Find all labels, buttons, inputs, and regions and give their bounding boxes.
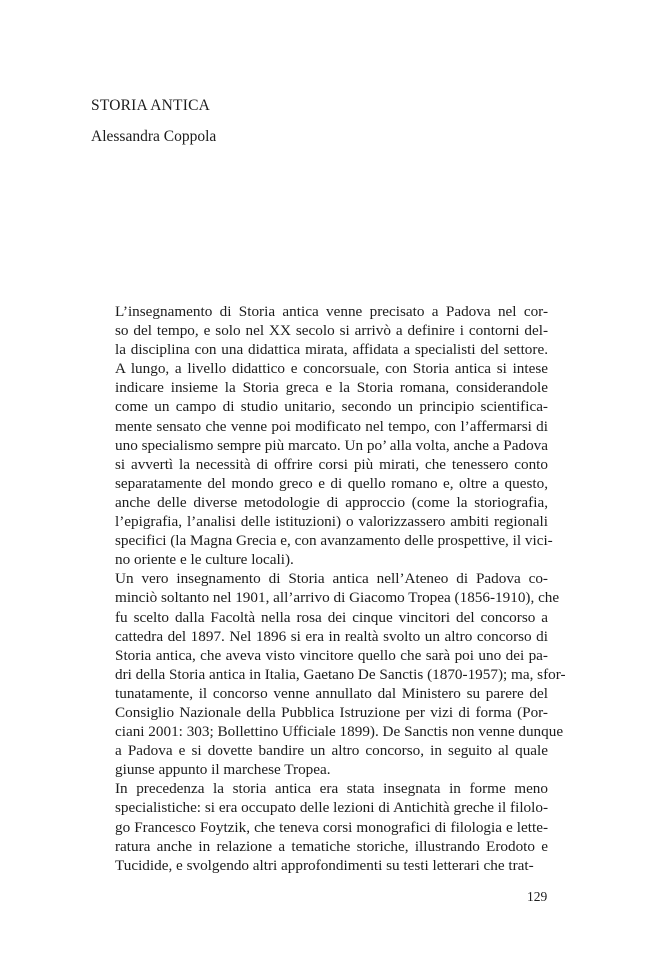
page-number: 129 bbox=[527, 889, 548, 904]
body-paragraph bbox=[91, 779, 548, 874]
chapter-author: Alessandra Coppola bbox=[91, 128, 217, 145]
text-line: ciani 2001: 303; Bollettino Ufficiale 1899). De Sanctis non venne dunque bbox=[115, 723, 564, 741]
text-line: Tucidide, e svolgendo altri approfondimenti su testi letterari che trat- bbox=[115, 856, 534, 874]
text-line: Consiglio Nazionale della Pubblica Istruzione per vizi di forma (Por- bbox=[115, 703, 548, 721]
text-line: Un vero insegnamento di Storia antica nell’Ateneo di Padova co- bbox=[115, 570, 548, 588]
text-line: separatamente del mondo greco e di quello romano e, oltre a questo, bbox=[115, 474, 548, 492]
text-line: mente sensato che venne poi modificato nel tempo, con l’affermarsi di bbox=[115, 417, 548, 435]
text-line: Storia antica, che aveva visto vincitore quello che sarà poi uno dei pa- bbox=[115, 646, 548, 664]
text-line: tunatamente, il concorso venne annullato dal Ministero su parere del bbox=[115, 684, 548, 702]
text-line: come un campo di studio unitario, secondo un principio scientifica- bbox=[115, 398, 548, 416]
text-line: indicare insieme la Storia greca e la Storia romana, considerandole bbox=[115, 379, 548, 397]
text-line: cattedra del 1897. Nel 1896 si era in realtà svolto un altro concorso di bbox=[115, 627, 548, 645]
text-line: A lungo, a livello didattico e concorsuale, con Storia antica si intese bbox=[115, 360, 548, 378]
text-line: giunse appunto il marchese Tropea. bbox=[115, 761, 331, 779]
text-line: L’insegnamento di Storia antica venne precisato a Padova nel cor- bbox=[115, 303, 548, 320]
text-line: In precedenza la storia antica era stata insegnata in forme meno bbox=[115, 780, 548, 798]
text-line: go Francesco Foytzik, che teneva corsi monografici di filologia e lette- bbox=[115, 818, 548, 836]
text-line: no oriente e le culture locali). bbox=[115, 551, 294, 569]
text-line: ratura anche in relazione a tematiche storiche, illustrando Erodoto e bbox=[115, 837, 548, 855]
body-paragraph bbox=[91, 302, 553, 569]
body-text bbox=[91, 302, 566, 875]
text-line: so del tempo, e solo nel XX secolo si arrivò a definire i contorni del- bbox=[115, 322, 548, 340]
text-line: si avvertì la necessità di offrire corsi più mirati, che tenessero conto bbox=[115, 455, 548, 473]
text-line: dri della Storia antica in Italia, Gaetano De Sanctis (1870-1957); ma, sfor- bbox=[115, 665, 566, 683]
text-line: minciò soltanto nel 1901, all’arrivo di Giacomo Tropea (1856-1910), che bbox=[115, 589, 560, 607]
text-line: uno specialismo sempre più marcato. Un po’ alla volta, anche a Padova bbox=[115, 436, 548, 454]
text-line: l’epigrafia, l’analisi delle istituzioni) o valorizzassero ambiti regionali bbox=[115, 513, 548, 531]
text-line: specialistiche: si era occupato delle lezioni di Antichità greche il filolo- bbox=[115, 799, 548, 817]
text-line: a Padova e si dovette bandire un altro concorso, in seguito al quale bbox=[115, 742, 548, 760]
chapter-title: STORIA ANTICA bbox=[91, 97, 211, 114]
text-line: fu scelto dalla Facoltà nella rosa dei cinque vincitori del concorso a bbox=[115, 608, 548, 626]
text-line: la disciplina con una didattica mirata, affidata a specialisti del settore. bbox=[115, 341, 548, 359]
text-line: specifici (la Magna Grecia e, con avanzamento delle prospettive, il vici- bbox=[115, 532, 553, 550]
body-paragraph bbox=[91, 569, 566, 779]
text-line: anche delle diverse metodologie di approccio (come la storiografia, bbox=[115, 493, 548, 511]
